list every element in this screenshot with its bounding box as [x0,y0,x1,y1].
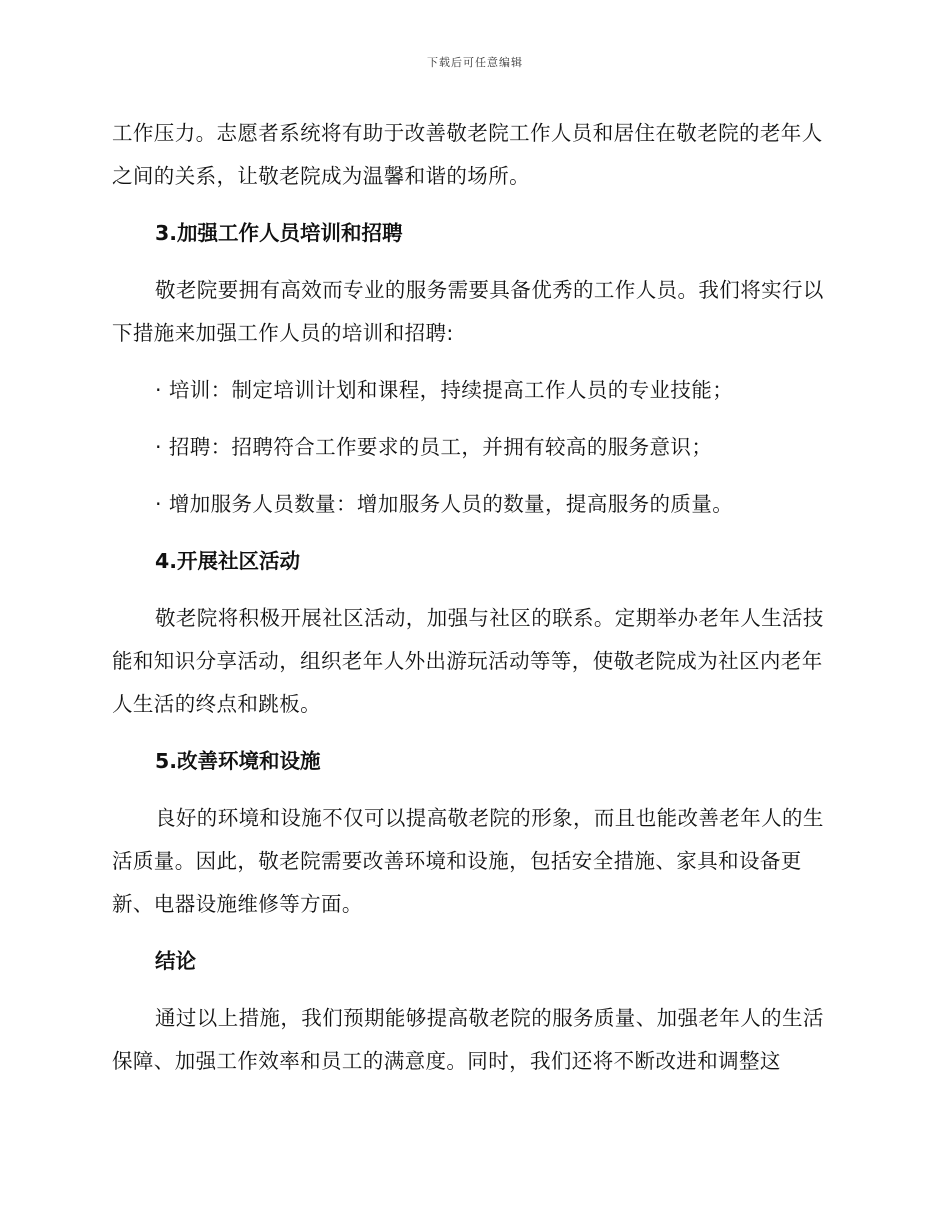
paragraph-training-intro: 敬老院要拥有高效而专业的服务需要具备优秀的工作人员。我们将实行以下措施来加强工作人员的培训和招聘: [112,278,824,345]
section-heading-conclusion: 结论 [155,949,196,973]
bullet-training: · 培训：制定培训计划和课程，持续提高工作人员的专业技能； [155,378,734,402]
paragraph-conclusion: 通过以上措施，我们预期能够提高敬老院的服务质量、加强老年人的生活保障、加强工作效率和员工的满意度。同时，我们还将不断改进和调整这 [112,1006,824,1073]
section-heading-community: 4.开展社区活动 [155,549,301,573]
section-heading-training: 3.加强工作人员培训和招聘 [155,221,403,245]
paragraph-community: 敬老院将积极开展社区活动，加强与社区的联系。定期举办老年人生活技能和知识分享活动，组织老年人外出游玩活动等等，使敬老院成为社区内老年人生活的终点和跳板。 [112,606,824,716]
bullet-staff-count: · 增加服务人员数量：增加服务人员的数量，提高服务的质量。 [155,492,734,516]
bullet-recruitment: · 招聘：招聘符合工作要求的员工，并拥有较高的服务意识； [155,435,713,459]
section-heading-environment: 5.改善环境和设施 [155,749,321,773]
document-body [112,112,832,1083]
page-header: 下载后可任意编辑 [427,56,523,69]
paragraph-continuation: 工作压力。志愿者系统将有助于改善敬老院工作人员和居住在敬老院的老年人之间的关系，让敬老院成为温馨和谐的场所。 [112,121,823,188]
paragraph-environment: 良好的环境和设施不仅可以提高敬老院的形象，而且也能改善老年人的生活质量。因此，敬老院需要改善环境和设施，包括安全措施、家具和设备更新、电器设施维修等方面。 [112,806,824,916]
